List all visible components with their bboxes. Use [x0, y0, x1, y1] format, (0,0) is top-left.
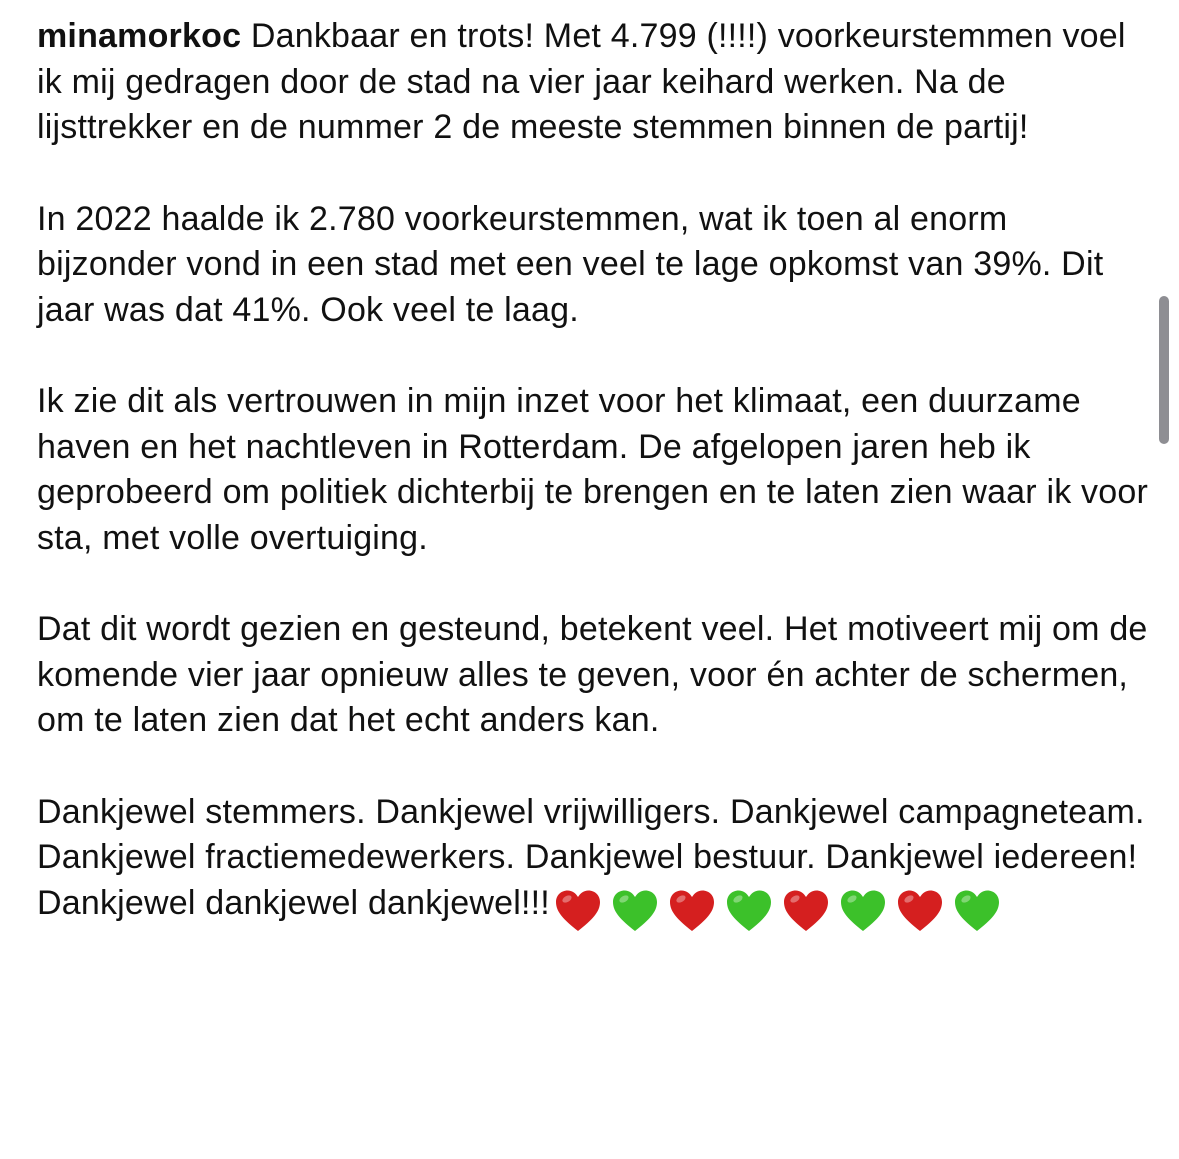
scrollbar-thumb[interactable]: [1159, 296, 1169, 444]
caption-paragraph-2: In 2022 haalde ik 2.780 voorkeurstemmen, wat ik toen al enorm bijzonder vond in een stad met een veel te lage opkomst van 39%. Dit jaar was dat 41%. Ook veel te laag.: [37, 199, 1104, 329]
caption-paragraph-4: Dat dit wordt gezien en gesteund, betekent veel. Het motiveert mij om de komende vier jaar opnieuw alles te geven, voor én achter de schermen, om te laten zien dat het echt anders kan.: [37, 610, 1148, 739]
red-heart-icon: [782, 889, 830, 933]
caption-paragraph-5: [37, 790, 1149, 933]
caption-paragraph-1: [37, 14, 1149, 151]
username-link[interactable]: minamorkoc: [37, 17, 242, 55]
red-heart-icon: [668, 889, 716, 933]
caption-text: Dankjewel stemmers. Dankjewel vrijwilligers. Dankjewel campagneteam. Dankjewel fractiemedewerkers. Dankjewel bestuur. Dankjewel iedereen! Dankjewel dankjewel dankjewel!!!: [37, 792, 1145, 922]
green-heart-icon: [611, 889, 659, 933]
green-heart-icon: [953, 889, 1001, 933]
green-heart-icon: [725, 889, 773, 933]
red-heart-icon: [554, 889, 602, 933]
green-heart-icon: [839, 889, 887, 933]
caption-paragraph-3: Ik zie dit als vertrouwen in mijn inzet voor het klimaat, een duurzame haven en het nachtleven in Rotterdam. De afgelopen jaren heb ik geprobeerd om politiek dichterbij te brengen en te laten zien waar ik voor sta, met volle overtuiging.: [37, 382, 1149, 557]
caption-text: Dankbaar en trots! Met 4.799 (!!!!) voorkeurstemmen voel ik mij gedragen door de stad na vier jaar keihard werken. Na de lijsttrekker en de nummer 2 de meeste stemmen binnen de partij!: [37, 17, 1126, 146]
red-heart-icon: [896, 889, 944, 933]
heart-emoji-row: [554, 887, 1010, 933]
post-caption: [37, 14, 1149, 933]
